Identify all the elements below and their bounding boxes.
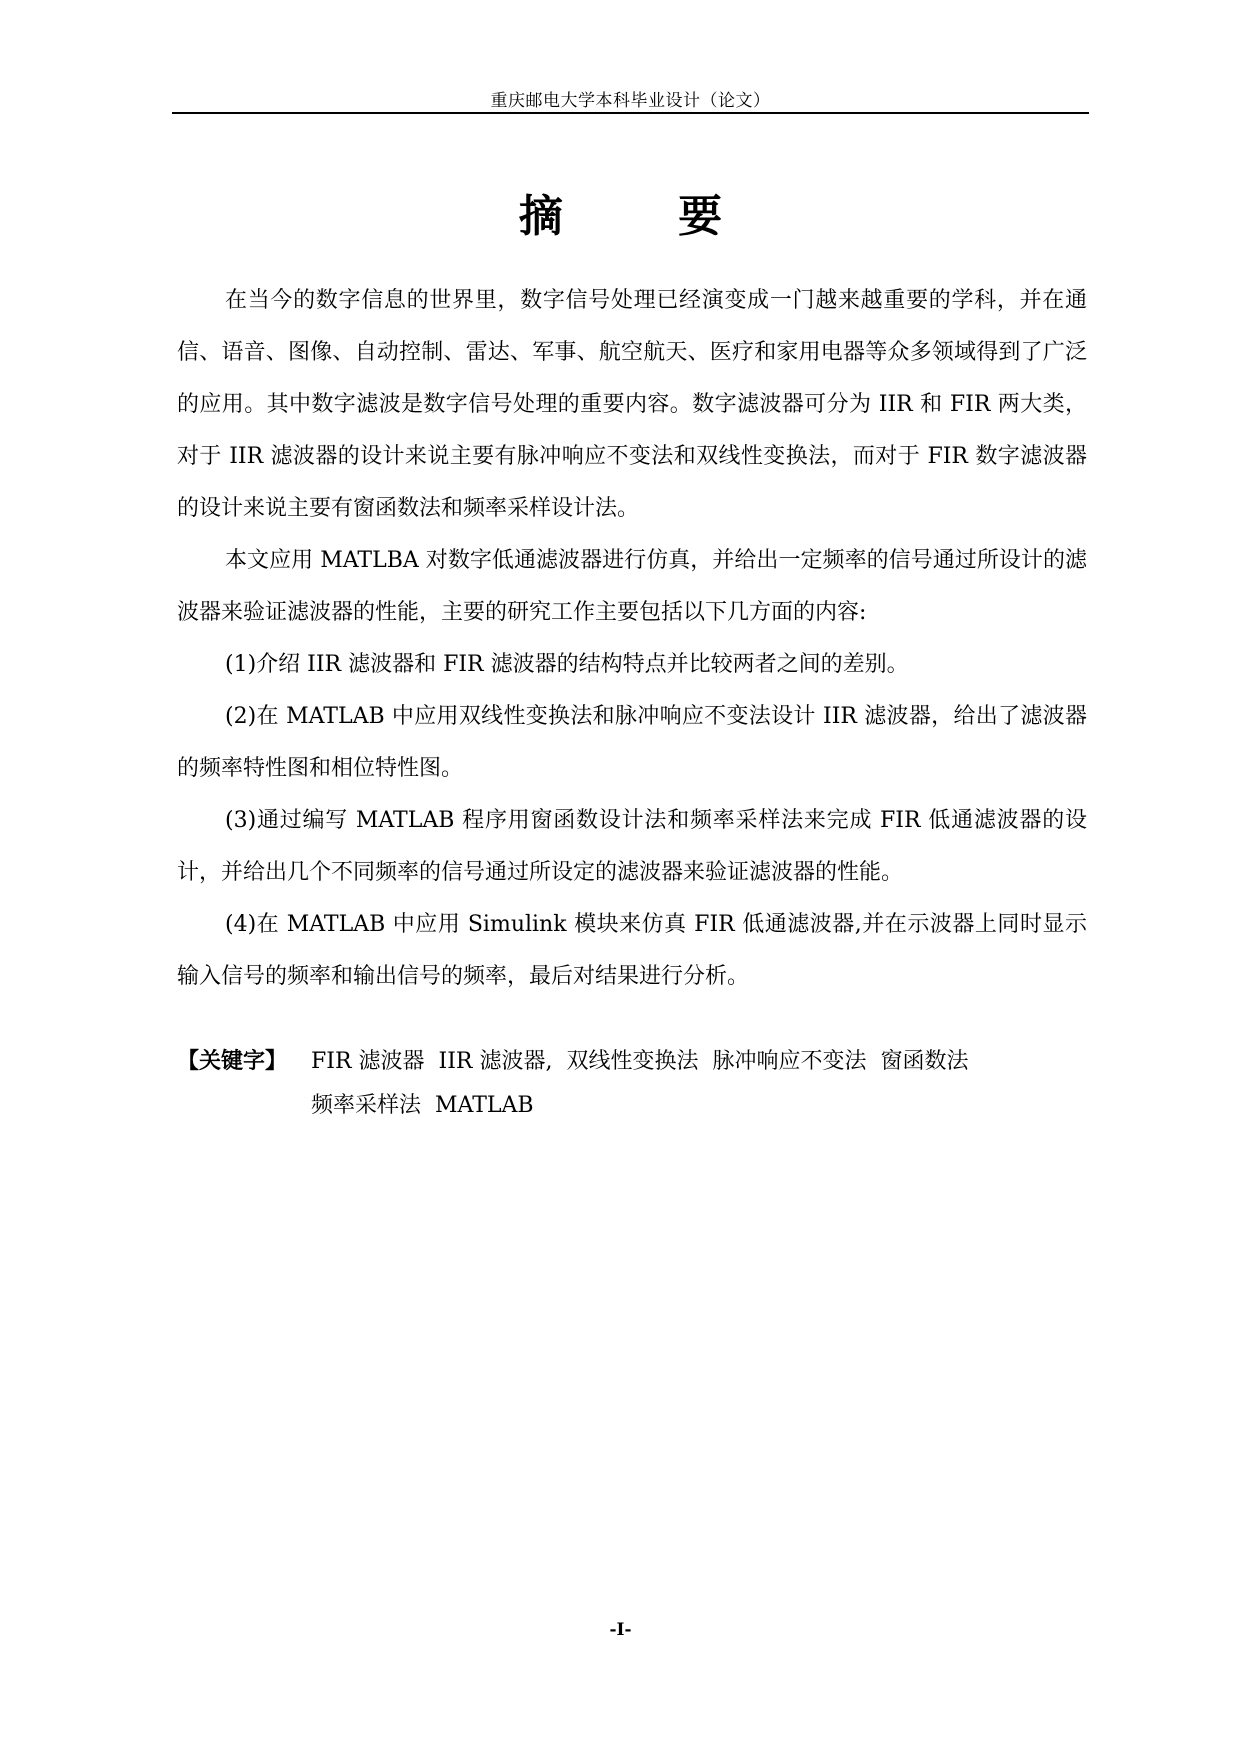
keywords-line-2 [177,1084,1077,1128]
abstract-paragraph: (2)在 MATLAB 中应用双线性变换法和脉冲响应不变法设计 IIR 滤波器，给出了滤波器的频率特性图和相位特性图。 [177,704,1087,781]
abstract-paragraph: (3)通过编写 MATLAB 程序用窗函数设计法和频率采样法来完成 FIR 低通滤波器的设计，并给出几个不同频率的信号通过所设定的滤波器来验证滤波器的性能。 [177,808,1087,885]
running-header: 重庆邮电大学本科毕业设计（论文） [490,91,771,111]
abstract-paragraph: (4)在 MATLAB 中应用 Simulink 模块来仿真 FIR 低通滤波器,并在示波器上同时显示输入信号的频率和输出信号的频率，最后对结果进行分析。 [177,912,1087,989]
page-number: -I- [609,1620,632,1640]
page-title: 摘 要 [518,191,773,242]
abstract-paragraph: (1)介绍 IIR 滤波器和 FIR 滤波器的结构特点并比较两者之间的差别。 [225,652,909,677]
keywords-section [177,1040,1077,1128]
header-rule [172,112,1089,114]
keyword-item: 双线性变换法 [566,1049,699,1074]
keyword-item: 脉冲响应不变法 [712,1049,867,1074]
keywords-line-1 [177,1040,1077,1084]
abstract-body [177,275,1087,1003]
keyword-item: 频率采样法 [311,1093,422,1118]
keywords-label: 【关键字】 [177,1049,288,1074]
keyword-item: MATLAB [435,1093,534,1118]
abstract-paragraph: 在当今的数字信息的世界里，数字信号处理已经演变成一门越来越重要的学科，并在通信、语音、图像、自动控制、雷达、军事、航空航天、医疗和家用电器等众多领域得到了广泛的应用。其中数字滤波是数字信号处理的重要内容。数字滤波器可分为 IIR 和 FIR 两大类，对于 IIR 滤波器的设计来说主要有脉冲响应不变法和双线性变换法，而对于 FIR 数字滤波器的设计来说主要有窗函数法和频率采样设计法。 [177,288,1087,521]
keyword-item: 窗函数法 [880,1049,969,1074]
abstract-paragraph: 本文应用 MATLBA 对数字低通滤波器进行仿真，并给出一定频率的信号通过所设计的滤波器来验证滤波器的性能，主要的研究工作主要包括以下几方面的内容: [177,548,1087,625]
keyword-item: FIR 滤波器 [311,1049,425,1074]
keyword-item: IIR 滤波器, [438,1049,553,1074]
